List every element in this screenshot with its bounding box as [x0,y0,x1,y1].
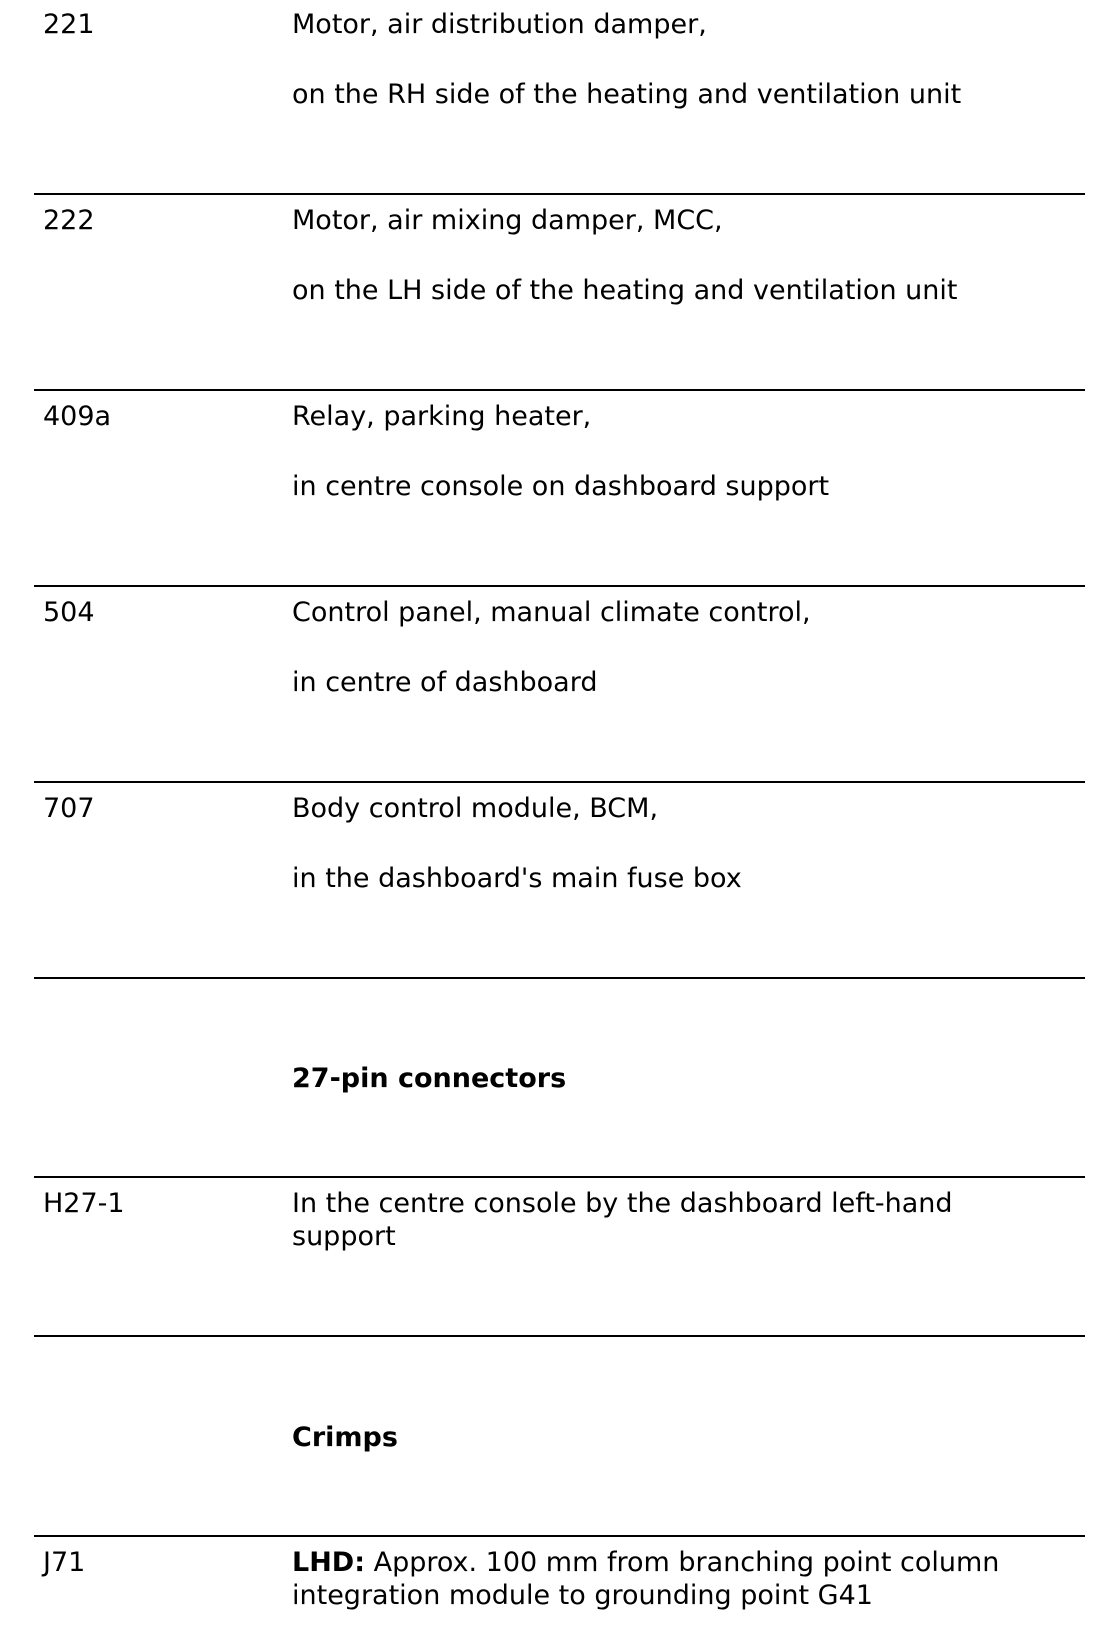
entry-description: In the centre console by the dashboard left-hand support [292,1188,953,1252]
entry-code: 221 [43,9,95,40]
row-divider [34,389,1085,391]
row-divider [34,781,1085,783]
entry-code: 707 [43,793,95,824]
entry-code: H27-1 [43,1188,125,1219]
entry-location: in centre console on dashboard support [292,471,830,502]
row-divider [34,585,1085,587]
entry-description: Relay, parking heater, [292,401,592,432]
entry-code: 504 [43,597,95,628]
row-divider [34,1535,1085,1537]
entry-description: Body control module, BCM, [292,793,659,824]
entry-description: Control panel, manual climate control, [292,597,811,628]
row-divider [34,1176,1085,1178]
crimp-location-text: Approx. 100 mm from branching point column integration module to grounding point G41 [292,1547,1000,1611]
entry-description [292,1546,1037,1612]
drive-label: LHD: [292,1547,366,1578]
entry-description: Motor, air distribution damper, [292,9,707,40]
entry-description: Motor, air mixing damper, MCC, [292,205,723,236]
row-divider [34,193,1085,195]
entry-code: J71 [43,1547,86,1578]
row-divider [34,1335,1085,1337]
section-heading-crimps: Crimps [292,1422,398,1453]
entry-code: 222 [43,205,95,236]
entry-code: 409a [43,401,112,432]
row-divider [34,977,1085,979]
entry-location: on the LH side of the heating and ventilation unit [292,275,958,306]
entry-location: in the dashboard's main fuse box [292,863,742,894]
section-heading-connectors: 27-pin connectors [292,1063,567,1094]
entry-location: in centre of dashboard [292,667,598,698]
entry-location: on the RH side of the heating and ventilation unit [292,79,962,110]
